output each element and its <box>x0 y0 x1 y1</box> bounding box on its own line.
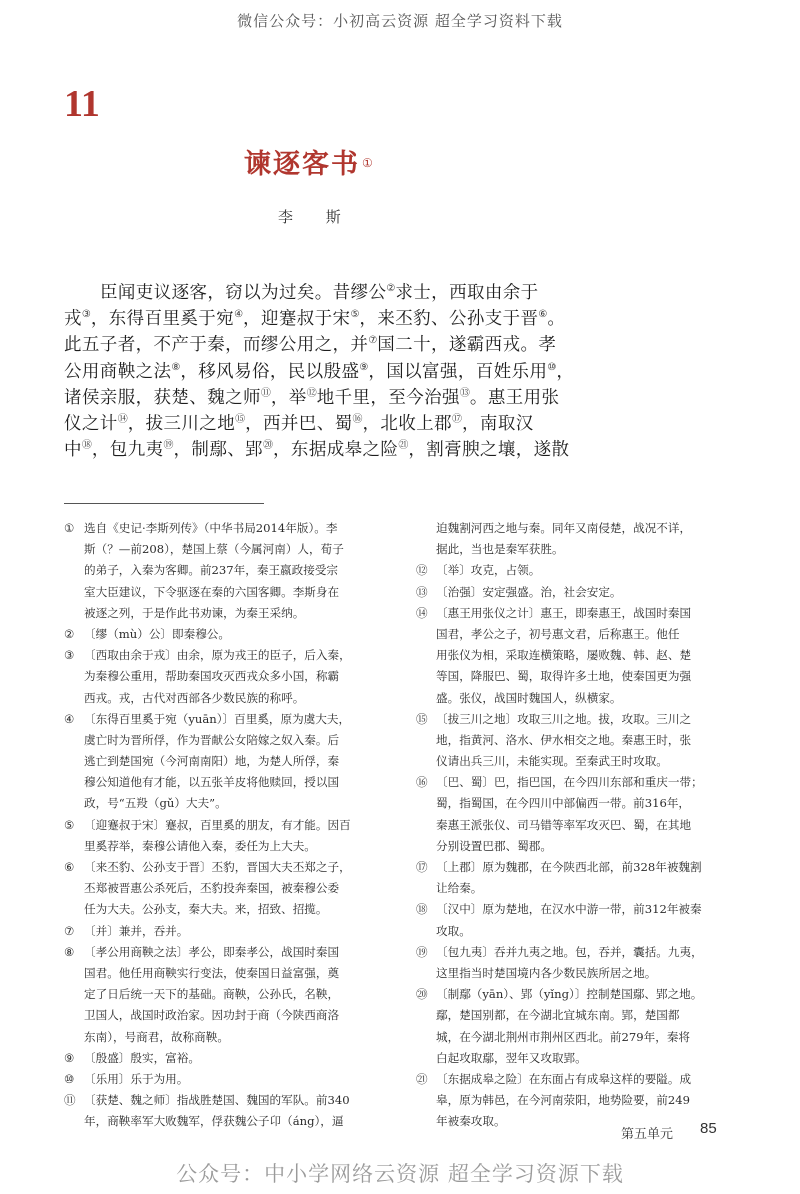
footnote <box>416 582 716 603</box>
footnote-line: 国君。他任用商鞅实行变法，使秦国日益富强，奠 <box>84 965 340 980</box>
footer-unit-label: 第五单元 <box>621 1127 674 1142</box>
footnote-divider <box>64 503 264 504</box>
footnote <box>416 857 716 899</box>
footnote-line: 〔孝公用商鞅之法〕孝公，即秦孝公，战国时秦国 <box>84 944 340 959</box>
footnote-line: 东南），号商君，故称商鞅。 <box>84 1029 229 1044</box>
footnote-reference[interactable]: ⑨ <box>359 361 369 373</box>
footnote-line: 政，号“五羖（gǔ）大夫”。 <box>84 796 227 811</box>
main-text-segment: ，移风易俗，民以殷盛 <box>180 361 360 382</box>
footnote-line: 等国，降服巴、蜀，取得许多土地，使秦国更为强 <box>436 669 692 684</box>
footnote-line: 定了日后统一天下的基础。商鞅，公孙氏，名鞅， <box>84 987 340 1002</box>
main-text-segment: ，拔三川之地 <box>127 413 236 434</box>
main-text-segment: 国二十，遂霸西戎。孝 <box>377 335 557 356</box>
footnote-line: 〔获楚、魏之师〕指战胜楚国、魏国的军队。前340 <box>84 1093 350 1108</box>
footnote-line: 分别设置巴郡、蜀郡。 <box>436 838 552 853</box>
main-text-segment: ，包九夷 <box>91 440 164 461</box>
footnote-line: 〔惠王用张仪之计〕惠王，即秦惠王，战国时秦国 <box>436 605 692 620</box>
main-text-segment: ，西并巴、蜀 <box>245 413 353 434</box>
footnote-reference[interactable]: ⑦ <box>368 335 378 347</box>
footnote-line: 让给秦。 <box>436 881 483 896</box>
footnote-line: 被逐之列，于是作此书劝谏，为秦王采纳。 <box>84 605 305 620</box>
footnote-line: 迫魏割河西之地与秦。同年又南侵楚，战况不详， <box>436 521 692 535</box>
main-text-segment: 诸侯亲服，获楚、魏之师 <box>64 387 261 408</box>
main-text-line <box>64 385 564 411</box>
footnote <box>64 921 400 942</box>
footnote <box>64 518 400 624</box>
footnote-line: 室大臣建议，下令驱逐在秦的六国客卿。李斯身在 <box>84 584 340 599</box>
footnote-marker: ⑫ <box>416 563 428 578</box>
title-footnote-marker: ① <box>362 155 373 170</box>
main-text-segment: 戎 <box>64 309 82 330</box>
footnote-reference[interactable]: ⑪ <box>260 387 271 399</box>
footnote <box>416 984 716 1069</box>
footnote-reference[interactable]: ㉑ <box>398 440 409 452</box>
footnote <box>64 645 400 709</box>
main-text-segment: 。惠王用张 <box>469 387 560 408</box>
footnote-marker: ⑬ <box>416 584 428 599</box>
footnote-line: 〔治强〕安定强盛。治，社会安定。 <box>436 584 622 599</box>
footnotes-left-column <box>64 518 400 1133</box>
footnote-line: 斯（？—前208），楚国上蔡（今属河南）人，荀子 <box>84 542 344 557</box>
footnote-marker: ⑧ <box>64 944 75 959</box>
page-title: 谏逐客书 <box>244 149 360 180</box>
footnote-line: 任为大夫。公孙支，秦大夫。来，招致、招揽。 <box>84 902 328 917</box>
footnote-line: 为秦穆公重用，帮助秦国攻灭西戎众多小国，称霸 <box>84 669 340 684</box>
footnote-line: 蜀，指蜀国，在今四川中部偏西一带。前316年， <box>436 796 691 811</box>
main-text-line <box>64 306 564 332</box>
footnote-line: 丕郑被晋惠公杀死后，丕豹投奔秦国，被秦穆公委 <box>84 881 340 896</box>
main-text-segment: 臣闻吏议逐客，窃以为过矣。昔缪公 <box>100 283 387 303</box>
footnote-line: 〔东得百里奚于宛（yuān）〕百里奚，原为虞大夫， <box>84 711 351 726</box>
footnote-line: 西戎。戎，古代对西部各少数民族的称呼。 <box>84 690 305 705</box>
footnote-marker: ⑱ <box>416 902 428 917</box>
footnote <box>64 1069 400 1090</box>
footnote-marker: ⑩ <box>64 1071 75 1086</box>
footnote-line: 白起攻取鄢，翌年又攻取郢。 <box>436 1050 587 1065</box>
footnote-reference[interactable]: ⑤ <box>350 309 360 321</box>
footnote-line: 〔举〕攻克，占领。 <box>436 563 541 578</box>
footnote-reference[interactable]: ④ <box>234 309 244 321</box>
main-text-line <box>64 280 564 306</box>
footnote <box>416 518 716 560</box>
footnote-line: 仪请出兵三川，未能实现。至秦武王时攻取。 <box>436 754 668 769</box>
main-text-segment: ，割膏腴之壤，遂散 <box>408 440 570 461</box>
main-text-segment: ，东得百里奚于宛 <box>90 309 235 330</box>
footnote-line: 虞亡时为晋所俘，作为晋献公女陪嫁之奴入秦。后 <box>84 732 340 747</box>
main-text-segment: 公用商鞅之法 <box>64 361 172 382</box>
footnote-line: 用张仪为相，采取连横策略，屡败魏、韩、赵、楚 <box>436 648 692 663</box>
footnote-reference[interactable]: ⑩ <box>547 361 557 373</box>
footnote-line: 〔迎蹇叔于宋〕蹇叔，百里奚的朋友，有才能。因百 <box>84 817 351 832</box>
footnote <box>64 709 400 815</box>
main-text-segment: 。 <box>547 309 566 330</box>
footnote-line: 〔汉中〕原为楚地，在汉水中游一带，前312年被秦 <box>436 902 702 917</box>
footnote-line: 年，商鞅率军大败魏军，俘获魏公子卬（áng），逼 <box>84 1114 344 1129</box>
footnote-marker: ⑭ <box>416 605 428 620</box>
footnote-reference[interactable]: ⑳ <box>263 440 274 452</box>
footnote-marker: ⑰ <box>416 860 428 875</box>
footnote <box>64 1090 400 1132</box>
footnote-marker: ⑯ <box>416 775 428 790</box>
footnote-reference[interactable]: ③ <box>81 309 91 321</box>
footnote-marker: ④ <box>64 711 75 726</box>
watermark-banner-top: 微信公众号：小初高云资源 超全学习资料下载 <box>237 12 563 30</box>
main-text-segment: 求士，西取由余于 <box>395 283 539 303</box>
main-text-segment: ，来丕豹、公孙支于晋 <box>359 309 539 330</box>
footnote-reference[interactable]: ⑥ <box>538 309 548 321</box>
footnote-line: 穆公知道他有才能，以五张羊皮将他赎回，授以国 <box>84 775 340 790</box>
main-text-segment: ，北收上郡 <box>362 413 453 434</box>
footnote-reference[interactable]: ⑲ <box>163 440 174 452</box>
page-number: 85 <box>700 1120 717 1137</box>
author-name: 李 斯 <box>278 208 355 226</box>
footnote-line: 逃亡到楚国宛（今河南南阳）地，为楚人所俘，秦 <box>84 754 340 769</box>
main-text-segment: 仪之计 <box>64 413 118 434</box>
footnote <box>64 942 400 1048</box>
footnote-line: 盛。张仪，战国时魏国人，纵横家。 <box>436 690 622 705</box>
footnote-line: 〔包九夷〕吞并九夷之地。包，吞并，囊括。九夷， <box>436 944 703 959</box>
main-text-segment: ，国以富强，百姓乐用 <box>368 361 548 382</box>
footnote-line: 鄢，楚国别都，在今湖北宜城东南。郢，楚国都 <box>436 1008 680 1023</box>
footnote-marker: ⑮ <box>416 711 428 726</box>
footnote <box>416 772 716 857</box>
footnote-line: 选自《史记·李斯列传》（中华书局2014年版）。李 <box>84 521 338 535</box>
footnote-line: 这里指当时楚国境内各少数民族所居之地。 <box>436 965 657 980</box>
footnote-line: 〔东据成皋之险〕在东面占有成皋这样的要隘。成 <box>436 1071 692 1086</box>
footnote-line: 的弟子，入秦为客卿。前237年，秦王嬴政接受宗 <box>84 563 339 578</box>
footnote <box>64 624 400 645</box>
footnote-marker: ② <box>64 626 75 641</box>
footnote <box>416 942 716 984</box>
footnote-line: 据此，当也是秦军获胜。 <box>436 542 564 557</box>
footnote-line: 〔乐用〕乐于为用。 <box>84 1071 189 1086</box>
footnote-line: 〔来丕豹、公孙支于晋〕丕豹，晋国大夫丕郑之子， <box>84 860 351 875</box>
footnote-line: 〔缪（mù）公〕即秦穆公。 <box>84 626 230 641</box>
footnote-reference[interactable]: ⑰ <box>452 414 463 426</box>
footnote-marker: ⑥ <box>64 860 75 875</box>
footnote-line: 〔西取由余于戎〕由余，原为戎王的臣子，后入秦， <box>84 648 351 663</box>
footnote-line: 里奚荐举，秦穆公请他入秦，委任为上大夫。 <box>84 838 316 853</box>
footnote-reference[interactable]: ⑫ <box>306 387 317 399</box>
footnote-line: 年被秦攻取。 <box>436 1114 506 1129</box>
main-text-line <box>64 411 564 437</box>
footnote-marker: ① <box>64 521 75 535</box>
main-text-line <box>64 332 564 358</box>
footnote-line: 国君，孝公之子，初号惠文君，后称惠王。他任 <box>436 626 680 641</box>
footnote-line: 秦惠王派张仪、司马错等率军攻灭巴、蜀，在其地 <box>436 817 692 832</box>
footnote-marker: ③ <box>64 648 75 663</box>
footnote-line: 〔拔三川之地〕攻取三川之地。拔，攻取。三川之 <box>436 711 692 726</box>
main-text-segment: ， <box>556 361 575 382</box>
footnote <box>416 899 716 941</box>
main-text-segment: 地千里，至今治强 <box>316 387 460 408</box>
watermark-banner-bottom: 公众号：中小学网络云资源 超全学习资源下载 <box>176 1162 624 1186</box>
main-text-line <box>64 359 575 385</box>
title-block <box>244 142 373 181</box>
main-text-segment: ，迎蹇叔于宋 <box>243 309 351 330</box>
main-text-segment: ，制鄢、郢 <box>173 440 264 461</box>
footnote-line: 地，指黄河、洛水、伊水相交之地。秦惠王时，张 <box>436 732 692 747</box>
footnote-line: 〔殷盛〕殷实，富裕。 <box>84 1050 200 1065</box>
footnote-line: 〔制鄢（yān）、郢（yǐng）〕控制楚国鄢、郢之地。 <box>436 987 703 1002</box>
main-text-segment: ，东据成皋之险 <box>273 440 399 461</box>
footnote-line: 攻取。 <box>436 923 471 938</box>
footnote-reference[interactable]: ⑭ <box>117 414 128 426</box>
lesson-number: 11 <box>64 83 100 125</box>
footnote-reference[interactable]: ⑧ <box>171 361 181 373</box>
footnotes-right-column <box>416 518 716 1132</box>
footnote <box>416 560 716 581</box>
main-text-segment: 此五子者，不产于秦，而缪公用之，并 <box>64 335 369 356</box>
footnote-marker: ⑤ <box>64 817 75 832</box>
footnote-reference[interactable]: ⑯ <box>352 414 363 426</box>
main-text <box>64 280 575 463</box>
footnote-reference[interactable]: ⑬ <box>459 387 470 399</box>
main-text-line <box>64 437 570 463</box>
footnote <box>64 815 400 857</box>
footnote-marker <box>416 518 436 560</box>
footnote-line: 卫国人，战国时政治家。因功封于商（今陕西商洛 <box>84 1008 340 1023</box>
footnote-marker: ⑳ <box>416 987 428 1002</box>
footnote-line: 〔上郡〕原为魏郡，在今陕西北部，前328年被魏割 <box>436 860 702 875</box>
footnote-reference[interactable]: ⑮ <box>235 414 246 426</box>
footnote <box>416 709 716 773</box>
footnote <box>64 857 400 921</box>
footnote <box>64 1048 400 1069</box>
main-text-segment: 中 <box>64 440 82 461</box>
footnote <box>416 603 716 709</box>
main-text-segment: ，南取汉 <box>462 413 534 434</box>
footnote-marker: ⑨ <box>64 1050 75 1065</box>
main-text-segment: ，举 <box>270 387 307 408</box>
footnote-marker: ⑦ <box>64 923 75 938</box>
footnote-reference[interactable]: ⑱ <box>81 440 92 452</box>
footnote-line: 皋，原为韩邑，在今河南荥阳，地势险要，前249 <box>436 1093 691 1108</box>
footnote-line: 城，在今湖北荆州市荆州区西北。前279年，秦将 <box>436 1029 691 1044</box>
footnote-marker: ⑪ <box>64 1093 76 1108</box>
footnote-marker: ㉑ <box>416 1071 428 1086</box>
footnote-reference[interactable]: ② <box>386 283 396 295</box>
footnote-line: 〔并〕兼并，吞并。 <box>84 923 189 938</box>
footnote-marker: ⑲ <box>416 944 428 959</box>
footnote-line: 〔巴、蜀〕巴，指巴国，在今四川东部和重庆一带； <box>436 775 703 790</box>
